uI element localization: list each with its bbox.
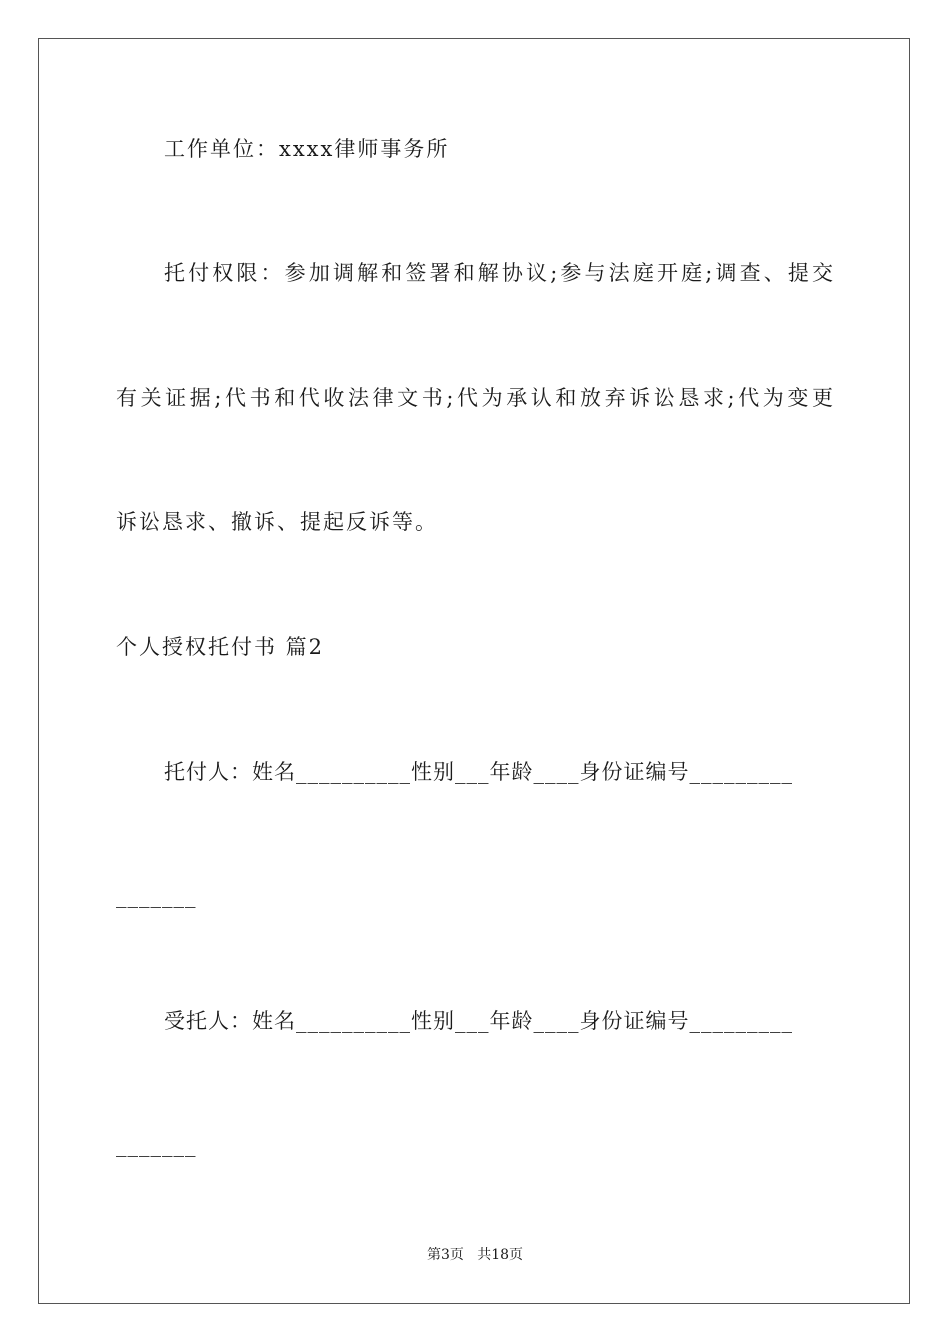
work-unit-line: 工作单位：xxxx律师事务所 xyxy=(164,137,450,161)
section-heading: 个人授权托付书 篇2 xyxy=(116,635,325,659)
page-frame xyxy=(38,38,910,1304)
authority-line-2: 有关证据;代书和代收法律文书;代为承认和放弃诉讼恳求;代为变更 xyxy=(116,386,834,410)
agent-line: 受托人：姓名__________性别___年龄____身份证编号_________ xyxy=(164,1009,793,1033)
page-indicator: 第3页 共18页 xyxy=(426,1247,524,1263)
authority-line-1: 托付权限：参加调解和签署和解协议;参与法庭开庭;调查、提交 xyxy=(164,261,834,285)
agent-line-continued: _______ xyxy=(116,1133,197,1157)
principal-line: 托付人：姓名__________性别___年龄____身份证编号_________ xyxy=(164,760,793,784)
authority-line-3: 诉讼恳求、撤诉、提起反诉等。 xyxy=(116,510,438,534)
principal-line-continued: _______ xyxy=(116,884,197,908)
